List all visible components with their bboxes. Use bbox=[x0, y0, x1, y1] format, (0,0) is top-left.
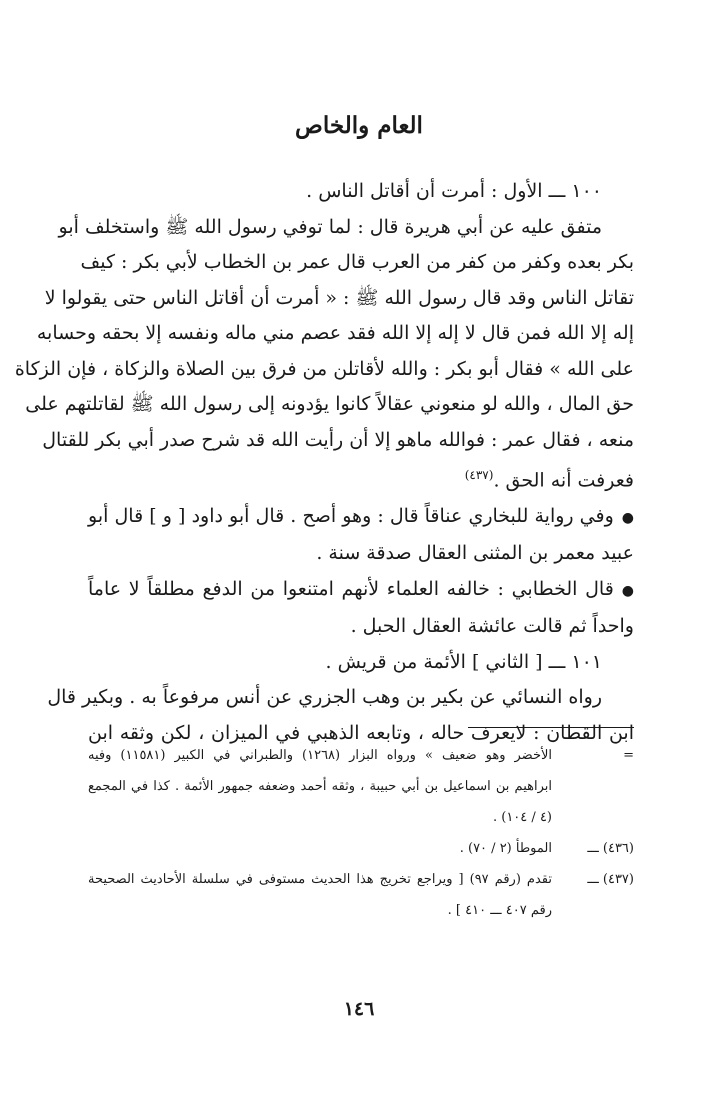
text-line bbox=[88, 572, 634, 610]
text-line: منعه ، فقال عمر : فوالله ماهو إلا أن رأيت الله قد شرح صدر أبي بكر للقتال bbox=[42, 428, 634, 451]
footnote-marker: (٤٣٦) ـــ bbox=[587, 841, 634, 856]
hadith-101-title: ١٠١ ـــ [ الثاني ] الأئمة من قريش . bbox=[325, 650, 602, 673]
text-line: واحداً ثم قالت عائشة العقال الحبل . bbox=[350, 615, 634, 638]
footnote-line: الموطأ (٢ / ٧٠) . bbox=[459, 841, 552, 856]
bullet-icon: ● bbox=[621, 582, 634, 599]
footnote-continuation bbox=[88, 740, 634, 833]
text-line bbox=[88, 499, 634, 537]
hadith-100 bbox=[14, 174, 634, 499]
page-number: ١٤٦ bbox=[343, 998, 375, 1020]
footnote-436 bbox=[88, 833, 634, 864]
hadith-101 bbox=[47, 645, 634, 752]
text-line: متفق عليه عن أبي هريرة قال : لما توفي رسول الله ﷺ واستخلف أبو bbox=[58, 215, 602, 238]
footnote-line: رقم ٤٠٧ ـــ ٤١٠ ] . bbox=[447, 903, 552, 918]
hadith-100-title: ١٠٠ ـــ الأول : أمرت أن أقاتل الناس . bbox=[306, 180, 602, 202]
bullet-note-1 bbox=[88, 499, 634, 572]
footnote-437 bbox=[88, 864, 634, 926]
footnotes bbox=[88, 740, 634, 926]
bullet-icon: ● bbox=[621, 509, 634, 526]
text-line-last bbox=[88, 458, 634, 499]
page-heading: العام والخاص bbox=[295, 112, 423, 139]
text-line: تقاتل الناس وقد قال رسول الله ﷺ : « أمرت أن أقاتل الناس حتى يقولوا لا bbox=[44, 286, 634, 309]
text-line: عبيد معمر بن المثنى العقال صدقة سنة . bbox=[316, 542, 634, 565]
text-line: رواه النسائي عن بكير بن وهب الجزري عن أنس مرفوعاً به . وبكير قال bbox=[47, 686, 602, 709]
text-fragment: فعرفت أنه الحق . bbox=[493, 469, 634, 492]
text-line: حق المال ، والله لو منعوني عقالاً كانوا يؤدونه إلى رسول الله ﷺ لقاتلتهم على bbox=[25, 393, 634, 415]
footnote-reference: (٤٣٧) bbox=[464, 468, 494, 482]
text-line: على الله » فقال أبو بكر : والله لأقاتلن من فرق بين الصلاة والزكاة ، فإن الزكاة bbox=[14, 357, 634, 380]
text-line: إله إلا الله فمن قال لا إله إلا الله فقد عصم مني ماله ونفسه إلا بحقه وحسابه bbox=[36, 322, 634, 344]
footnote-marker: = bbox=[623, 748, 634, 763]
text-line: بكر بعده وكفر من كفر من العرب قال عمر بن الخطاب لأبي بكر : كيف bbox=[80, 251, 634, 273]
footnote-line: الأخضر وهو ضعيف » ورواه البزار (١٢٦٨) والطبراني في الكبير (١١٥٨١) وفيه bbox=[88, 748, 553, 763]
bullet-note-2 bbox=[88, 572, 634, 645]
footnote-marker: (٤٣٧) ـــ bbox=[587, 872, 634, 887]
footnote-line: (٤ / ١٠٤) . bbox=[492, 810, 552, 825]
footnote-divider bbox=[468, 727, 634, 728]
text-fragment: وفي رواية للبخاري عناقاً قال : وهو أصح . قال أبو داود [ و ] قال أبو bbox=[88, 504, 614, 527]
footnote-line: تقدم (رقم ٩٧) [ ويراجع تخريج هذا الحديث مستوفى في سلسلة الأحاديث الصحيحة bbox=[88, 872, 552, 887]
footnote-line: ابراهيم بن اسماعيل بن أبي حبيبة ، وثقه أحمد وضعفه جمهور الأئمة . كذا في المجمع bbox=[88, 779, 552, 794]
main-text bbox=[14, 174, 634, 751]
text-fragment: قال الخطابي : خالفه العلماء لأنهم امتنعوا من الدفع مطلقاً لا عاماً bbox=[88, 577, 614, 600]
text-line: ابن القطان : لايعرف حاله ، وتابعه الذهبي في الميزان ، لكن وثقه ابن bbox=[88, 721, 634, 744]
